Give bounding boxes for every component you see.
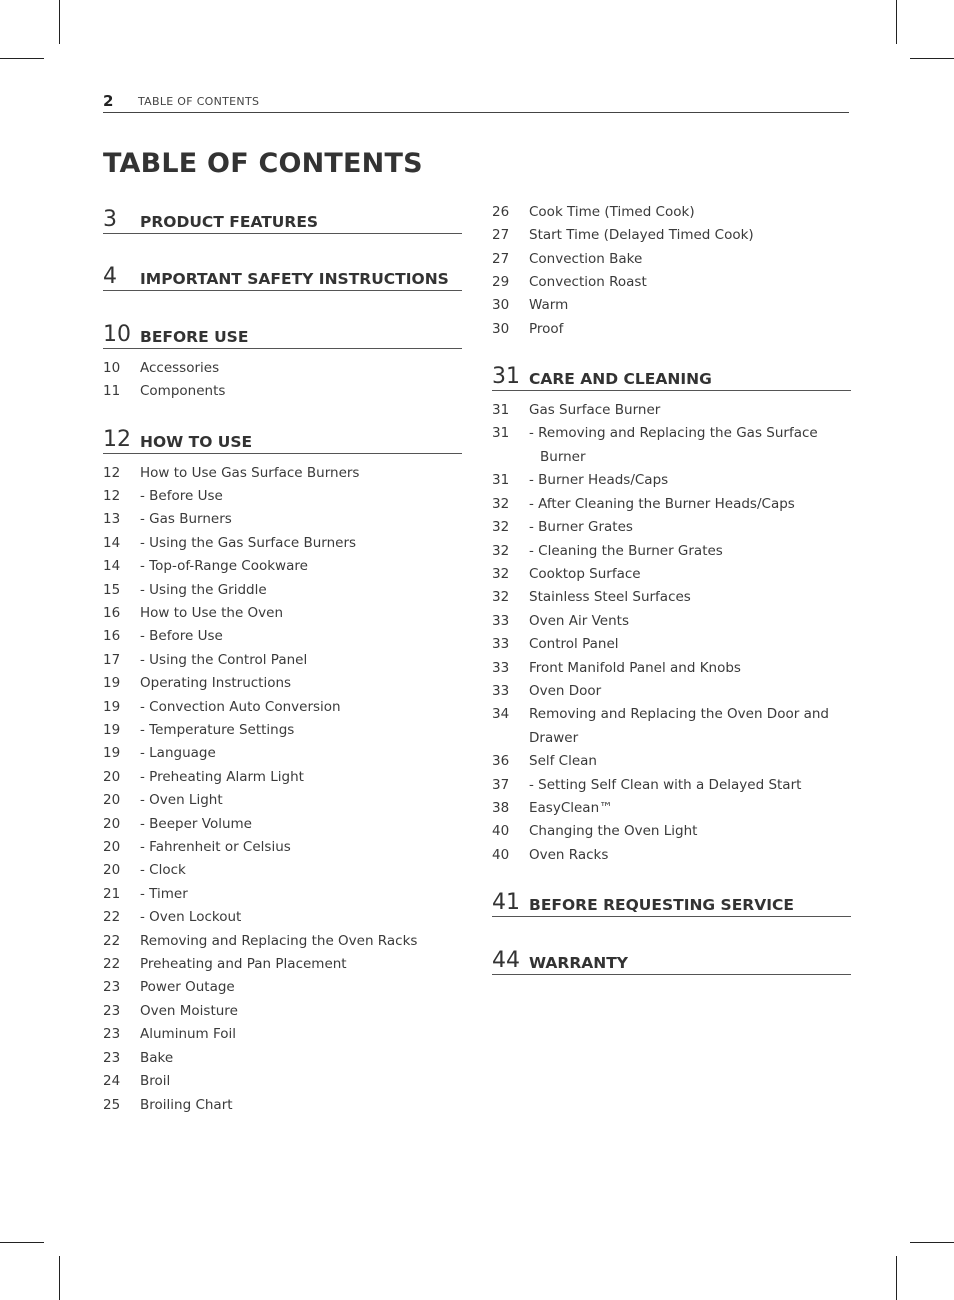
entry-page-number: 19 — [103, 699, 121, 715]
entry-text: Aluminum Foil — [140, 1026, 237, 1042]
crop-mark — [910, 58, 954, 59]
entry-text: - Gas Burners — [140, 511, 232, 527]
section-title: WARRANTY — [529, 953, 629, 972]
section-heading — [492, 946, 851, 975]
entry-text: Changing the Oven Light — [529, 823, 698, 839]
section-heading — [103, 262, 462, 291]
entry-page-number: 23 — [103, 979, 121, 995]
entry-text: - After Cleaning the Burner Heads/Caps — [529, 496, 795, 512]
section-heading — [103, 320, 462, 349]
entry-page-number: 10 — [103, 360, 121, 376]
entry-text: - Removing and Replacing the Gas Surface — [529, 425, 818, 441]
entry-page-number: 14 — [103, 558, 121, 574]
entry-text: - Beeper Volume — [140, 816, 252, 832]
entry-page-number: 23 — [103, 1050, 121, 1066]
entry-page-number: 15 — [103, 582, 121, 598]
entry-page-number: 23 — [103, 1003, 121, 1019]
entry-text: Broiling Chart — [140, 1097, 233, 1113]
entry-page-number: 32 — [492, 543, 510, 559]
entry-page-number: 21 — [103, 886, 121, 902]
entry-page-number: 23 — [103, 1026, 121, 1042]
entry-page-number: 20 — [103, 839, 121, 855]
entry-text: - Fahrenheit or Celsius — [140, 839, 291, 855]
entry-text: - Burner Heads/Caps — [529, 472, 669, 488]
entry-text: - Oven Light — [140, 792, 223, 808]
section-page-number: 4 — [103, 264, 117, 289]
section-title: BEFORE REQUESTING SERVICE — [529, 895, 794, 914]
entry-text: Bake — [140, 1050, 174, 1066]
entry-text: Start Time (Delayed Timed Cook) — [529, 227, 754, 243]
entry-text: - Setting Self Clean with a Delayed Start — [529, 777, 802, 793]
entry-text: Warm — [529, 297, 569, 313]
entry-text: Self Clean — [529, 753, 597, 769]
entry-page-number: 37 — [492, 777, 510, 793]
entry-page-number: 29 — [492, 274, 510, 290]
entry-text: Removing and Replacing the Oven Door and — [529, 706, 829, 722]
entry-text: - Top-of-Range Cookware — [140, 558, 308, 574]
entry-page-number: 31 — [492, 402, 510, 418]
entry-text: Oven Air Vents — [529, 613, 629, 629]
entry-text-continued: Burner — [540, 448, 586, 465]
entry-page-number: 12 — [103, 488, 121, 504]
entry-page-number: 22 — [103, 909, 121, 925]
entry-page-number: 33 — [492, 660, 510, 676]
entry-text: Proof — [529, 321, 564, 337]
entry-page-number: 22 — [103, 933, 121, 949]
entry-page-number: 16 — [103, 628, 121, 644]
section-page-number: 3 — [103, 207, 117, 232]
entry-text: Cooktop Surface — [529, 566, 641, 582]
entry-page-number: 32 — [492, 519, 510, 535]
section-heading — [492, 362, 851, 391]
entry-page-number: 34 — [492, 706, 510, 722]
entry-text: - Language — [140, 745, 216, 761]
entry-text: Oven Moisture — [140, 1003, 238, 1019]
entry-page-number: 11 — [103, 383, 121, 399]
entry-page-number: 20 — [103, 862, 121, 878]
entry-page-number: 19 — [103, 722, 121, 738]
entry-page-number: 30 — [492, 297, 510, 313]
entry-page-number: 32 — [492, 566, 510, 582]
entry-page-number: 27 — [492, 227, 510, 243]
section-page-number: 41 — [492, 890, 520, 915]
entry-page-number: 25 — [103, 1097, 121, 1113]
entry-text: - Clock — [140, 862, 186, 878]
section-page-number: 31 — [492, 364, 520, 389]
entry-text: - Convection Auto Conversion — [140, 699, 341, 715]
page-title: TABLE OF CONTENTS — [103, 148, 423, 179]
entry-page-number: 27 — [492, 251, 510, 267]
section-heading — [103, 425, 462, 454]
entry-text: - Timer — [140, 886, 188, 902]
entry-text: Preheating and Pan Placement — [140, 956, 347, 972]
entry-text: Control Panel — [529, 636, 619, 652]
section-title: HOW TO USE — [140, 432, 253, 451]
entry-text: How to Use the Oven — [140, 605, 284, 621]
entry-page-number: 38 — [492, 800, 510, 816]
entry-page-number: 20 — [103, 816, 121, 832]
entry-text: Gas Surface Burner — [529, 402, 661, 418]
entry-text: - Cleaning the Burner Grates — [529, 543, 723, 559]
entry-page-number: 20 — [103, 792, 121, 808]
entry-page-number: 17 — [103, 652, 121, 668]
entry-page-number: 32 — [492, 589, 510, 605]
entry-text: Stainless Steel Surfaces — [529, 589, 691, 605]
entry-page-number: 36 — [492, 753, 510, 769]
entry-page-number: 12 — [103, 465, 121, 481]
entry-text-continued: Drawer — [529, 729, 579, 746]
section-heading — [103, 205, 462, 234]
entry-page-number: 33 — [492, 613, 510, 629]
entry-page-number: 19 — [103, 675, 121, 691]
crop-mark — [910, 1242, 954, 1243]
section-title: PRODUCT FEATURES — [140, 212, 319, 231]
section-title: BEFORE USE — [140, 327, 249, 346]
entry-text: Oven Racks — [529, 847, 609, 863]
entry-page-number: 40 — [492, 847, 510, 863]
entry-text: - Temperature Settings — [140, 722, 295, 738]
crop-mark — [59, 0, 60, 44]
entry-text: Cook Time (Timed Cook) — [529, 204, 695, 220]
entry-text: Broil — [140, 1073, 171, 1089]
section-heading — [492, 888, 851, 917]
entry-text: - Before Use — [140, 488, 223, 504]
page-number: 2 — [103, 92, 114, 110]
running-title: TABLE OF CONTENTS — [138, 95, 260, 108]
entry-text: Power Outage — [140, 979, 235, 995]
entry-text: EasyClean™ — [529, 800, 613, 816]
crop-mark — [0, 58, 44, 59]
section-page-number: 12 — [103, 427, 131, 452]
entry-text: - Before Use — [140, 628, 223, 644]
entry-text: Operating Instructions — [140, 675, 292, 691]
entry-page-number: 26 — [492, 204, 510, 220]
entry-page-number: 40 — [492, 823, 510, 839]
entry-page-number: 13 — [103, 511, 121, 527]
entry-page-number: 14 — [103, 535, 121, 551]
entry-page-number: 22 — [103, 956, 121, 972]
entry-page-number: 16 — [103, 605, 121, 621]
entry-text: - Using the Gas Surface Burners — [140, 535, 357, 551]
entry-text: Oven Door — [529, 683, 602, 699]
entry-text: Convection Roast — [529, 274, 647, 290]
entry-page-number: 32 — [492, 496, 510, 512]
entry-text: - Oven Lockout — [140, 909, 242, 925]
entry-text: - Burner Grates — [529, 519, 633, 535]
entry-text: - Preheating Alarm Light — [140, 769, 304, 785]
entry-page-number: 24 — [103, 1073, 121, 1089]
entry-text: - Using the Griddle — [140, 582, 267, 598]
entry-page-number: 20 — [103, 769, 121, 785]
entry-text: Components — [140, 383, 226, 399]
entry-text: Accessories — [140, 360, 220, 376]
entry-page-number: 31 — [492, 472, 510, 488]
section-page-number: 10 — [103, 322, 131, 347]
page-header — [103, 92, 849, 113]
crop-mark — [896, 1256, 897, 1300]
entry-page-number: 19 — [103, 745, 121, 761]
entry-page-number: 33 — [492, 683, 510, 699]
entry-text: Removing and Replacing the Oven Racks — [140, 933, 418, 949]
section-title: IMPORTANT SAFETY INSTRUCTIONS — [140, 269, 449, 288]
crop-mark — [896, 0, 897, 44]
section-title: CARE AND CLEANING — [529, 369, 712, 388]
entry-text: - Using the Control Panel — [140, 652, 308, 668]
entry-page-number: 33 — [492, 636, 510, 652]
entry-text: How to Use Gas Surface Burners — [140, 465, 360, 481]
section-page-number: 44 — [492, 948, 520, 973]
crop-mark — [59, 1256, 60, 1300]
entry-text: Convection Bake — [529, 251, 643, 267]
crop-mark — [0, 1242, 44, 1243]
entry-page-number: 30 — [492, 321, 510, 337]
entry-text: Front Manifold Panel and Knobs — [529, 660, 741, 676]
entry-page-number: 31 — [492, 425, 510, 441]
